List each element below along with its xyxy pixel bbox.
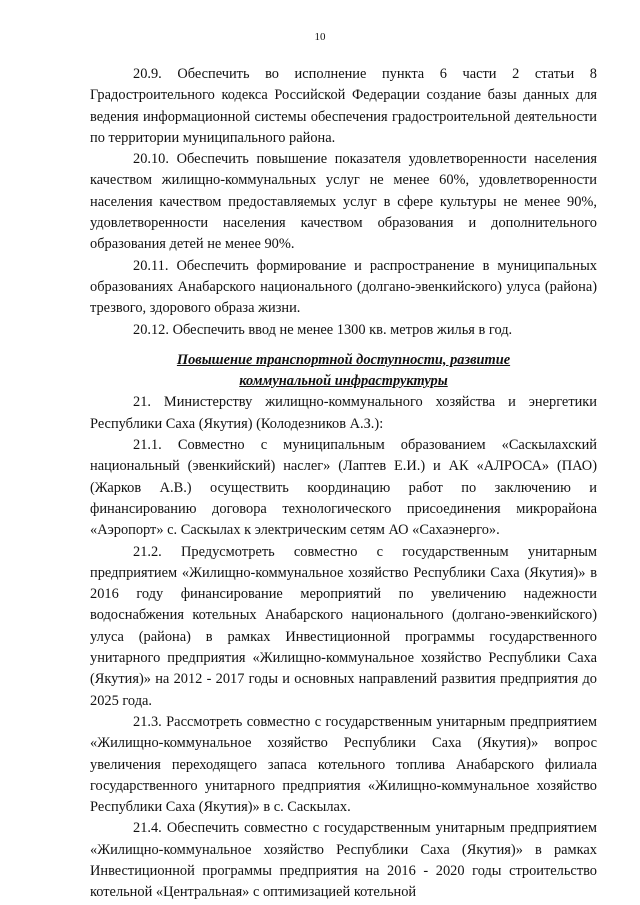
page-number: 10 — [314, 31, 326, 43]
paragraph-21-3: 21.3. Рассмотреть совместно с государственным унитарным предприятием «Жилищно-коммунальное хозяйство Республики Саха (Якутия)» вопрос увеличения переходящего запаса котельного топлива Анабарского филиала государственного унитарного предприятия «Жилищно-коммунальное хозяйство Республики Саха (Якутия)» в с. Саскылах. — [90, 713, 597, 816]
paragraph-20-10: 20.10. Обеспечить повышение показателя удовлетворенности населения качеством жилищно-коммунальных услуг не менее 60%, удовлетворенности населения качеством предоставляемых услуг в сфере культуры не менее 90%, удовлетворенности населения качеством образования и дополнительного образования детей не менее 90%. — [90, 151, 597, 253]
paragraph-21: 21. Министерству жилищно-коммунального хозяйства и энергетики Республики Саха (Якутия) (Колодезников А.З.): — [90, 394, 597, 432]
paragraph-20-9: 20.9. Обеспечить во исполнение пункта 6 части 2 статьи 8 Градостроительного кодекса Российской Федерации создание базы данных для ведения информационной системы обеспечения градостроительной деятельности по территории муниципального района. — [90, 66, 597, 146]
section-heading-line-2: коммунальной инфраструктуры — [239, 373, 448, 390]
section-heading-line-1: Повышение транспортной доступности, развитие — [176, 351, 511, 368]
section-heading — [90, 350, 597, 393]
paragraph-21-4: 21.4. Обеспечить совместно с государственным унитарным предприятием «Жилищно-коммунальное хозяйство Республики Саха (Якутия)» в рамках Инвестиционной программы предприятия на 2016 - 2020 годы строительство котельной «Центральная» с оптимизацией котельной — [90, 820, 597, 901]
document-body — [90, 64, 597, 904]
paragraph-20-12: 20.12. Обеспечить ввод не менее 1300 кв. метров жилья в год. — [133, 321, 513, 338]
paragraph-21-2: 21.2. Предусмотреть совместно с государственным унитарным предприятием «Жилищно-коммунальное хозяйство Республики Саха (Якутия)» в 2016 году финансирование мероприятий по увеличению надежности водоснабжения котельных Анабарского национального (долгано-эвенкийского) улуса (района) в рамках Инвестиционной программы государственного унитарного предприятия «Жилищно-коммунальное хозяйство Республики Саха (Якутия)» на 2012 - 2017 годы и основных направлений развития предприятия до 2025 года. — [90, 543, 597, 709]
paragraph-21-1: 21.1. Совместно с муниципальным образованием «Саскылахский национальный (эвенкийский) наслег» (Лаптев Е.И.) и АК «АЛРОСА» (ПАО) (Жарков А.В.) осуществить координацию работ по заключению и финансированию договора технологического присоединения микрорайона «Аэропорт» с. Саскылах к электрическим сетям АО «Сахаэнерго». — [90, 437, 597, 539]
paragraph-20-11: 20.11. Обеспечить формирование и распространение в муниципальных образованиях Анабарского национального (долгано-эвенкийского) улуса (района) трезвого, здорового образа жизни. — [90, 257, 597, 317]
